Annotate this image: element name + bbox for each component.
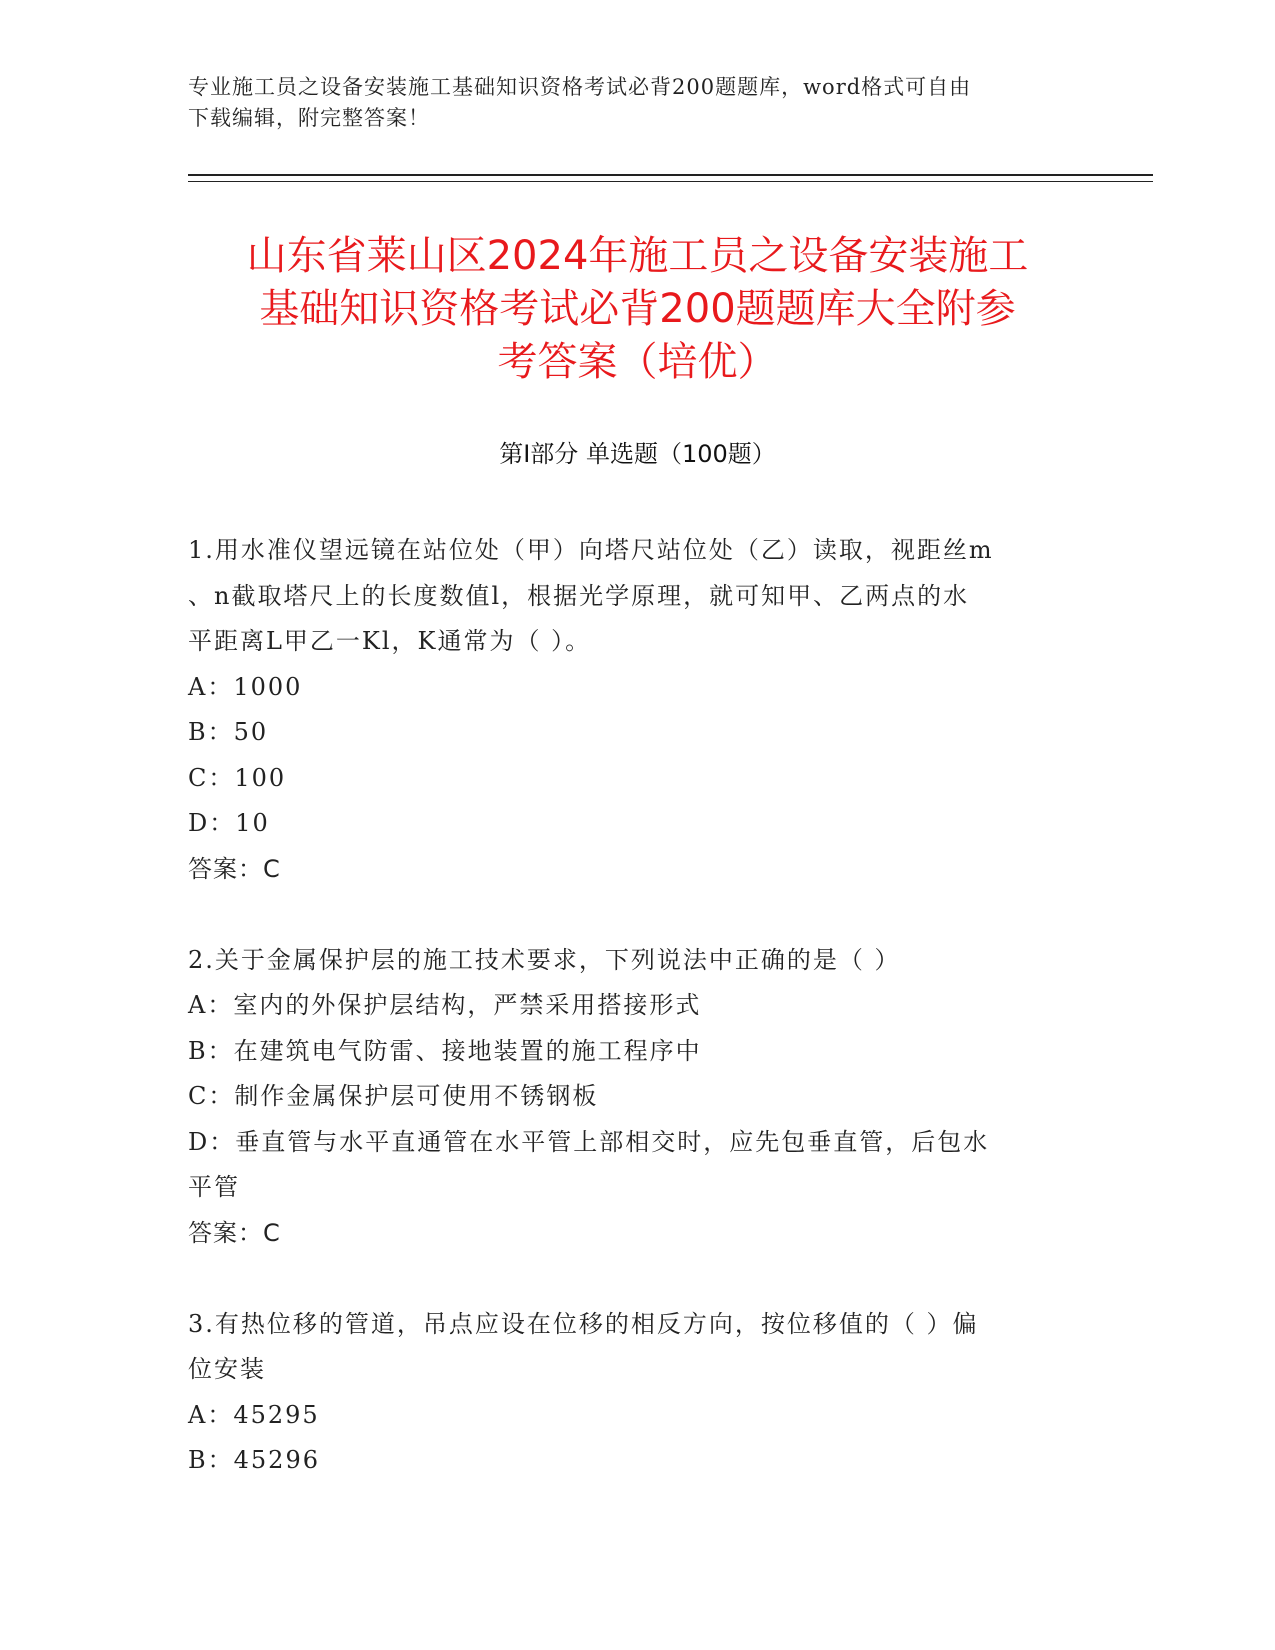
header-divider-thin <box>188 181 1153 182</box>
question-stem: 平距离L甲乙一Kl，K通常为（ ）。 <box>188 627 592 655</box>
question-stem: 1.用水准仪望远镜在站位处（甲）向塔尺站位处（乙）读取，视距丝m <box>188 536 994 564</box>
option-a: A：室内的外保护层结构，严禁采用搭接形式 <box>188 991 702 1019</box>
question-list <box>188 528 1088 1484</box>
title-line: 山东省莱山区2024年施工员之设备安装施工 <box>246 233 1029 279</box>
option-a: A：1000 <box>188 672 303 701</box>
option-c: C：100 <box>188 763 287 792</box>
option-d: D：垂直管与水平直通管在水平管上部相交时，应先包垂直管，后包水 <box>188 1127 990 1156</box>
answer: 答案：C <box>188 1218 281 1247</box>
question-1 <box>188 528 1088 892</box>
option-b: B：50 <box>188 718 269 746</box>
option-b: B：在建筑电气防雷、接地装置的施工程序中 <box>188 1036 702 1065</box>
intro-paragraph <box>188 72 1088 134</box>
title-line: 基础知识资格考试必背200题题库大全附参 <box>259 286 1016 332</box>
question-spacer <box>188 892 1088 938</box>
section-heading: 第I部分 单选题（100题） <box>499 440 776 468</box>
question-stem: 位安装 <box>188 1355 266 1383</box>
option-c: C：制作金属保护层可使用不锈钢板 <box>188 1082 599 1110</box>
option-b: B：45296 <box>188 1446 320 1474</box>
option-d: D：10 <box>188 809 270 837</box>
option-d-continued: 平管 <box>188 1173 240 1201</box>
intro-line: 下载编辑，附完整答案！ <box>188 106 430 130</box>
intro-line: 专业施工员之设备安装施工基础知识资格考试必背200题题库，word格式可自由 <box>188 75 972 99</box>
question-3 <box>188 1302 1088 1484</box>
option-a: A：45295 <box>188 1400 320 1429</box>
title-line: 考答案（培优） <box>497 339 778 385</box>
question-spacer <box>188 1256 1088 1302</box>
header-divider-thick <box>188 174 1153 176</box>
question-stem: 2.关于金属保护层的施工技术要求，下列说法中正确的是（ ） <box>188 945 901 974</box>
answer: 答案：C <box>188 854 281 883</box>
question-2 <box>188 938 1088 1257</box>
question-stem: 、n截取塔尺上的长度数值l，根据光学原理，就可知甲、乙两点的水 <box>188 581 970 610</box>
question-stem: 3.有热位移的管道，吊点应设在位移的相反方向，按位移值的（ ）偏 <box>188 1309 979 1338</box>
document-title <box>150 230 1125 389</box>
